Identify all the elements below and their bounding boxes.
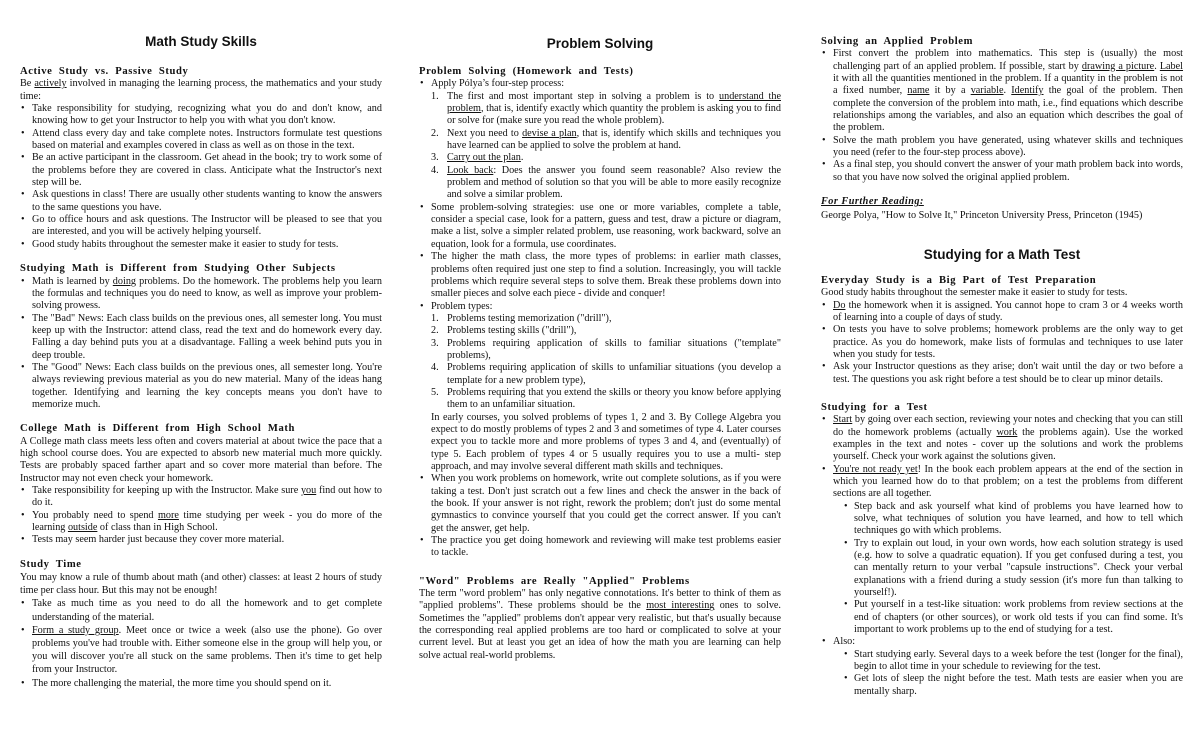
list-item: • The practice you get doing homework and reviewing will make test problems easier to tackle. [419, 535, 781, 560]
further-reading-citation: George Polya, "How to Solve It," Princeton University Press, Princeton (1945) [821, 210, 1143, 222]
sub-list-item: • Start studying early. Several days to a week before the test (longer for the final), begin to allot time in your schedule to reviewing for the test. [843, 649, 1183, 674]
problem-type: 5. Problems requiring that you extend the skills or theory you know before applying them to an unfamiliar situation. [431, 386, 781, 411]
word-problems-text: The term "word problem" has only negative connotations. It's better to think of them as "applied problems". These problems should be the most interesting ones to solve. Sometimes the "applied" problems don't appear very realistic, but that's usually because the corresponding real applied problems are too hard or complicated to solve at your current level. But at least you get an idea of how the math you are learning can help solve actual real-world problems. [419, 588, 781, 661]
section-studying-for-test [821, 402, 1183, 698]
heading-college-math: College Math is Different from High School Math [20, 423, 296, 435]
early-courses-text: In early courses, you solved problems of types 1, 2 and 3. By College Algebra you expect to do mostly problems of types 2 and 3 and sometimes of type 4. Later courses expect you to tackle more and more problems of types 3 and 4, and (eventually) of type 5. Each problem of types 4 or 5 usually requires you to use a multi- step approach, and may involve several different math skills and techniques. [431, 411, 781, 472]
list-item: • The "Bad" News: Each class builds on the previous ones, all semester long. You must keep up with the Instructor: attend class, read the text and do homework every day. Falling a day behind puts you at a disadvantage. Falling a week behind puts you in deep trouble. [20, 313, 382, 362]
heading-further-reading: For Further Reading: [821, 196, 924, 208]
section-problem-solving-homework [419, 66, 781, 560]
sub-list-item: • Try to explain out loud, in your own words, how each solution strategy is used (e.g. how to solve a quadratic equation). If you get confused during a test, you can mentally return to your verbal "capsule instructions". Check your verbal explanations with a friend during a study session (it's more fun than talking to yourself!). [843, 538, 1183, 600]
list-item: • Form a study group. Meet once or twice a week (also use the phone). Go over problems you've had trouble with. Either someone else in the group will help you, or you will discover you're all stuck on the same problems. Then it's time to get help from your Instructor. [20, 624, 382, 677]
list-item: • Ask questions in class! There are usually other students wanting to know the answers to the same questions you have. [20, 189, 382, 214]
column-problem-solving [419, 36, 781, 674]
list-item: • Take as much time as you need to do all the homework and to get complete understanding of the material. [20, 597, 382, 623]
active-study-list [20, 103, 382, 251]
sub-list-item: • Put yourself in a test-like situation: work problems from review sections at the end of chapters (or other sources), or work old tests if you can find some. It's important to work problems up to the end of studying for a test. [843, 599, 1183, 636]
section-active-study [20, 66, 382, 251]
polya-step: 2. Next you need to devise a plan, that is, identify which skills and techniques you have learned can be applied to solve the problem at hand. [431, 127, 781, 152]
list-item: • The "Good" News: Each class builds on the previous ones, all semester long. You're always reviewing previous material as you do new material. Many of the ideas hang together. Identifying and learning the key concepts means you don't have to memorize much. [20, 362, 382, 411]
title-problem-solving: Problem Solving [546, 36, 654, 51]
list-item: • When you work problems on homework, write out complete solutions, as if you were taking a test. Don't just scratch out a few lines and check the answer in the back of the book. If your answer is not right, rework the problem; don't just do some mental gymnastics to convince yourself that you could get the correct answer. If you can't get the answer, get help. [419, 473, 781, 535]
list-item: • You're not ready yet! In the book each problem appears at the end of the section in which you learned how do to that problem; on a test the problems from different sections are all together. • Step back and ask yourself what kind of problems you have learned how to solve, what techniques of solution you have learned, and how to tell which techniques go with which problems. • Try to explain out loud, in your own words, how each solution strategy is used (e.g. how to solve a quadratic equation). If you get confused during a test, you can mentally return to your verbal "capsule instructions". Check your verbal explanations with a friend during a study session (it's more fun than talking to yourself!). • Put yourself in a test-like situation: work problems from review sections at the end of chapters (or other sources), or work old tests if you can find some. It's important to work problems up to the end of studying for a test. [821, 464, 1183, 637]
list-item: • Also: • Start studying early. Several days to a week before the test (longer for the final), begin to allot time in your schedule to reviewing for the test. • Get lots of sleep the night before the test. Math tests are easier when you are mentally sharp. [821, 636, 1183, 698]
list-item: • Good study habits throughout the semester make it easier to study for tests. [20, 239, 382, 251]
list-item: • Problem types: 1. Problems testing memorization ("drill"), 2. Problems testing skills ("drill"), 3. Problems requiring application of skills to familiar situations ("template" problems), 4. Problems requiring application of skills to unfamiliar situations (you develop a template for a new problem type), 5. Problems requiring that you extend the skills or theory you know before applying them to an unfamiliar situation. In early courses, you solved problems of types 1, 2 and 3. By College Algebra you expect to do mostly problems of types 2 and 3 and sometimes of type 4. Later courses expect you to tackle more and more problems of types 3 and 4, and (eventually) of type 5. Each problem of types 4 or 5 usually requires you to use a multi- step approach, and may involve several different math skills and techniques. [419, 301, 781, 474]
polya-step: 4. Look back: Does the answer you found seem reasonable? Also review the problem and method of solution so that you will be able to more easily recognize and solve a similar problem. [431, 164, 781, 201]
list-item: • You probably need to spend more time studying per week - you do more of the learning outside of class than in High School. [20, 510, 382, 535]
list-item: • Be an active participant in the classroom. Get ahead in the book; try to work some of the problems before they are covered in class. Anticipate what the Instructor's next step will be. [20, 152, 382, 189]
studying-for-test-list [821, 414, 1183, 698]
problem-type: 4. Problems requiring application of skills to unfamiliar situations (you develop a template for a new problem type), [431, 362, 781, 386]
column-applied-and-test [821, 36, 1183, 710]
list-item: • Attend class every day and take complete notes. Instructors formulate test questions based on material and examples covered in class as well as on those in the text. [20, 128, 382, 153]
section-applied-problem [821, 36, 1183, 184]
heading-math-different: Studying Math is Different from Studying Other Subjects [20, 263, 336, 275]
everyday-study-list [821, 300, 1183, 386]
list-item: • The higher the math class, the more types of problems: in earlier math classes, problems often required just one step to find a solution. Increasingly, you will tackle problems which require several steps to solve them. Break these problems down into smaller pieces and solve each piece - divide and conquer! [419, 251, 781, 300]
heading-study-time: Study Time [20, 558, 82, 570]
study-time-list [20, 597, 382, 689]
college-math-intro: A College math class meets less often and covers material at about twice the pace that a high school course does. You are expected to absorb new material much more quickly. Tests are probably spaced farther apart and so cover more material than before. The Instructor may not even check your homework. [20, 435, 382, 484]
list-item: • First convert the problem into mathematics. This step is (usually) the most challenging part of an applied problem. If possible, start by drawing a picture. Label it with all the quantities mentioned in the problem. If a quantity in the problem is not a fixed number, name it by a variable. Identify the goal of the problem. Then complete the conversion of the problem into math, i.e., find equations which describe relationships among the variables, and also an equation which describes the goal of the problem. [821, 48, 1183, 134]
section-college-math [20, 423, 382, 546]
math-different-list [20, 276, 382, 412]
section-further-reading [821, 196, 1183, 223]
title-math-study-skills: Math Study Skills [145, 34, 257, 49]
title-studying-math-test: Studying for a Math Test [923, 246, 1081, 262]
not-ready-sublist [843, 501, 1183, 637]
heading-active-study: Active Study vs. Passive Study [20, 66, 189, 77]
sub-list-item: • Get lots of sleep the night before the test. Math tests are easier when you are mentally sharp. [843, 673, 1183, 698]
column-math-study-skills [20, 34, 382, 702]
heading-studying-for-test: Studying for a Test [821, 401, 928, 413]
list-item: • Do the homework when it is assigned. You cannot hope to cram 3 or 4 weeks worth of learning into a couple of days of study. [821, 300, 1183, 325]
polya-step: 3. Carry out the plan. [431, 152, 524, 164]
list-item: • Start by going over each section, reviewing your notes and checking that you can still do the homework problems (actually work the problems again). Use the worked examples in the text and notes - cover up the solutions and work the problems yourself. Check your work against the solutions given. [821, 414, 1183, 463]
list-item: • The more challenging the material, the more time you should spend on it. [20, 677, 382, 690]
heading-applied-problem: Solving an Applied Problem [821, 36, 974, 47]
heading-everyday-study: Everyday Study is a Big Part of Test Preparation [821, 274, 1097, 286]
active-study-intro: Be actively involved in managing the learning process, the mathematics and your study time: [20, 78, 383, 102]
list-item: • Take responsibility for keeping up with the Instructor. Make sure you find out how to do it. [20, 485, 382, 510]
section-word-problems [419, 576, 781, 662]
heading-problem-solving-homework: Problem Solving (Homework and Tests) [419, 66, 634, 77]
also-sublist [843, 649, 1183, 698]
applied-problem-list [821, 48, 1183, 184]
list-item: • On tests you have to solve problems; homework problems are the only way to get practice. As you do homework, make lists of formulas and techniques to use later when you study for tests. [821, 324, 1183, 361]
problem-type: 1. Problems testing memorization ("drill"), [431, 312, 612, 324]
problem-type: 2. Problems testing skills ("drill"), [431, 325, 577, 337]
problem-types [431, 313, 781, 412]
list-item: • Tests may seem harder just because they cover more material. [20, 534, 382, 546]
polya-step: 1. The first and most important step in solving a problem is to understand the problem, that is, identify exactly which quantity the problem is asking you to find or solve for (make sure you read the whole problem). [431, 90, 781, 127]
list-item: • Ask your Instructor questions as they arise; don't wait until the day or two before a test. The questions you ask right before a test should be to clear up minor details. [821, 361, 1183, 386]
heading-word-problems: "Word" Problems are Really "Applied" Problems [419, 575, 690, 587]
problem-solving-list [419, 78, 781, 559]
section-everyday-study [821, 275, 1183, 386]
list-item: • Solve the math problem you have generated, using whatever skills and techniques you need (refer to the four-step process above). [821, 135, 1183, 160]
polya-steps [431, 91, 781, 202]
list-item: • As a final step, you should convert the answer of your math problem back into words, so that you have now solved the original applied problem. [821, 159, 1183, 184]
college-math-list [20, 485, 382, 547]
everyday-study-intro: Good study habits throughout the semester make it easier to study for tests. [821, 287, 1128, 299]
sub-list-item: • Step back and ask yourself what kind of problems you have learned how to solve, what techniques of solution you have learned, and how to tell which techniques go with which problems. [843, 501, 1183, 538]
problem-type: 3. Problems requiring application of skills to familiar situations ("template" problems), [431, 337, 781, 361]
section-math-different [20, 263, 382, 411]
list-item: • Some problem-solving strategies: use one or more variables, complete a table, consider a special case, look for a pattern, guess and test, draw a picture or diagram, make a list, solve a simpler related problem, use reasoning, work backward, solve an equation, look for a formula, use coordinates. [419, 202, 781, 251]
study-time-intro: You may know a rule of thumb about math (and other) classes: at least 2 hours of study time per class hour. But this may not be enough! [20, 572, 382, 597]
list-item: • Take responsibility for studying, recognizing what you do and don't know, and knowing how to get your Instructor to help you with what you don't know. [20, 103, 382, 128]
section-study-time [20, 559, 382, 690]
list-item: • Math is learned by doing problems. Do the homework. The problems help you learn the formulas and techniques you do need to know, as well as improve your problem-solving prowess. [20, 276, 382, 313]
list-item: • Apply Pólya’s four-step process: 1. The first and most important step in solving a problem is to understand the problem, that is, identify exactly which quantity the problem is asking you to find or solve for (make sure you read the whole problem). 2. Next you need to devise a plan, that is, identify which skills and techniques you have learned can be applied to solve the problem at hand. 3. Carry out the plan. 4. Look back: Does the answer you found seem reasonable? Also review the problem and method of solution so that you will be able to more easily recognize and solve a similar problem. [419, 78, 781, 201]
list-item: • Go to office hours and ask questions. The Instructor will be pleased to see that you are interested, and you will be actively helping yourself. [20, 214, 382, 239]
